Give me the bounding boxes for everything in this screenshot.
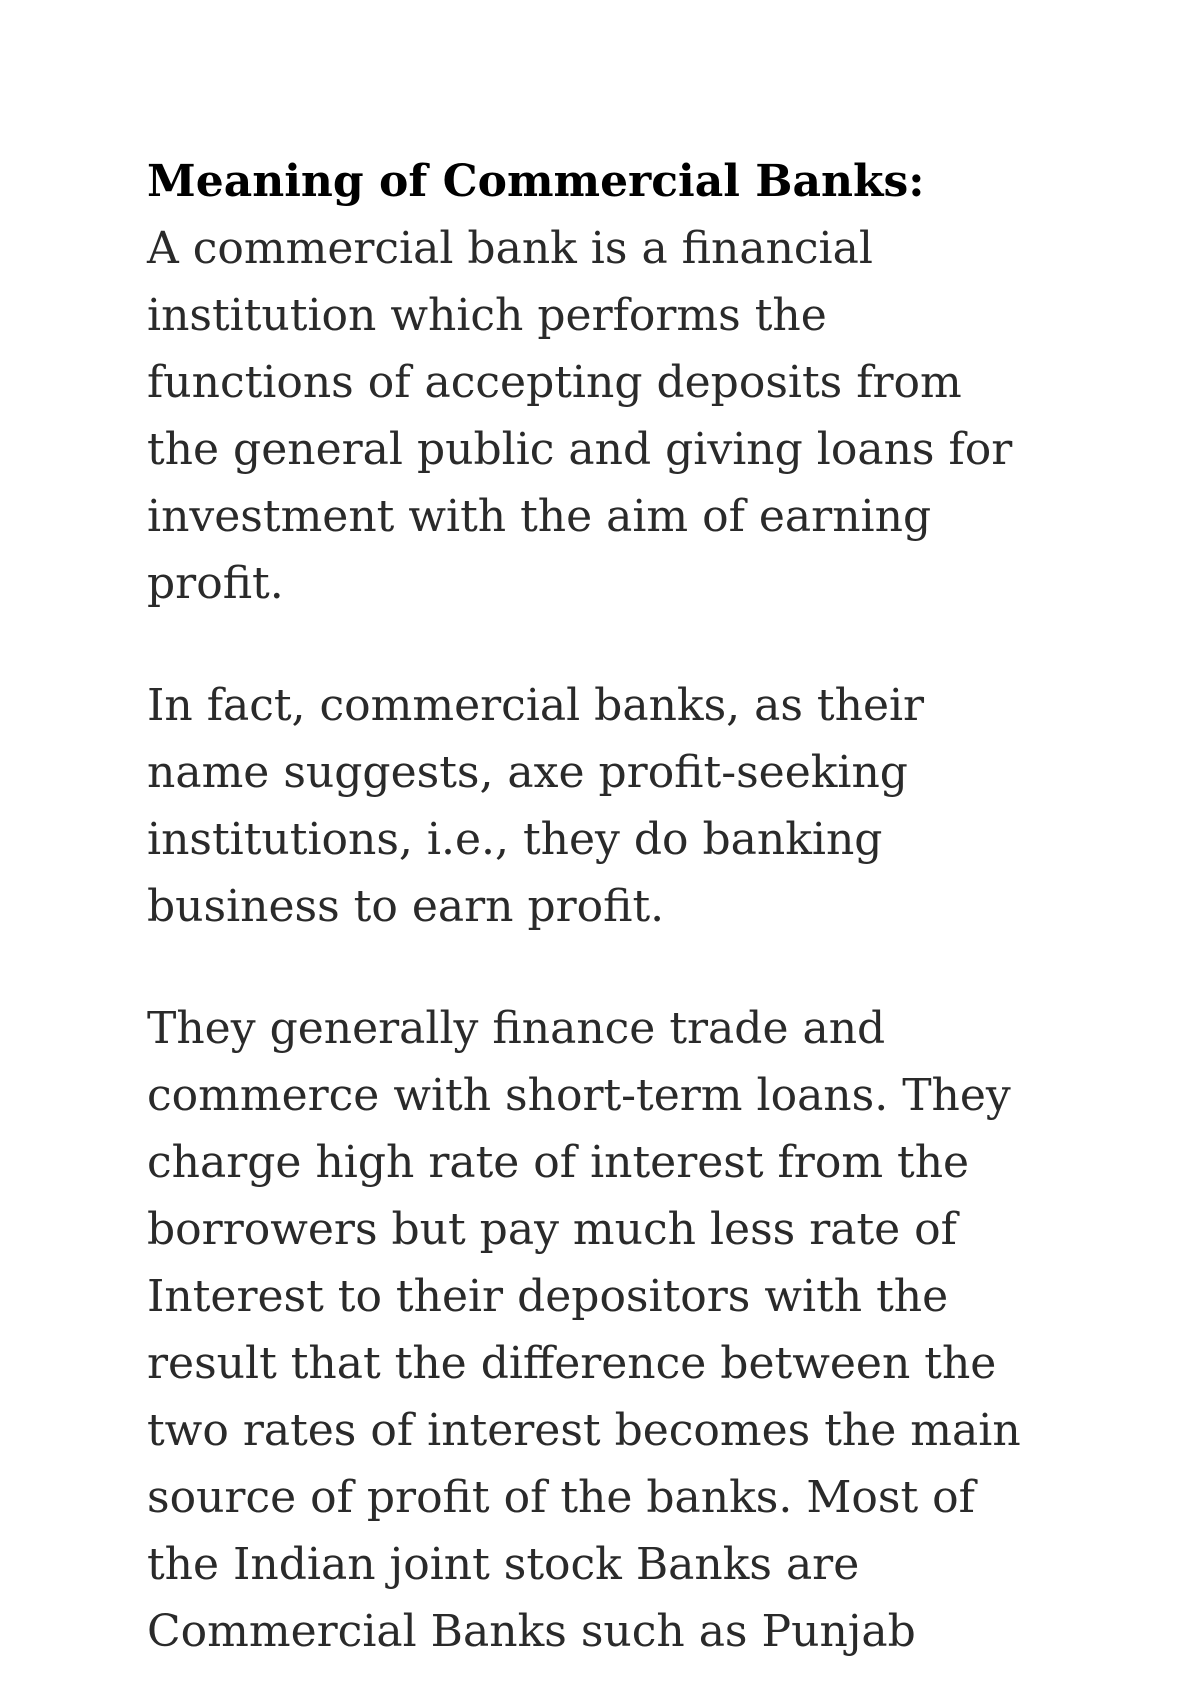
paragraph-definition [147,215,1107,617]
text-line: result that the difference between the [147,1338,997,1389]
text-line: two rates of interest becomes the main [147,1405,1021,1456]
text-line: business to earn profit. [147,881,665,932]
text-line: name suggests, axe profit-seeking [147,747,908,798]
text-line: functions of accepting deposits from [147,357,962,408]
text-line: Interest to their depositors with the [147,1271,949,1322]
document-body [147,148,1107,1665]
paragraph-profit-seeking [147,672,1107,940]
text-line: In fact, commercial banks, as their [147,680,925,731]
section-heading: Meaning of Commercial Banks: [147,156,925,207]
text-line: investment with the aim of earning [147,491,932,542]
paragraph-interest-rates [147,995,1107,1665]
text-line: A commercial bank is a financial [147,223,873,274]
text-line: institution which performs the [147,290,827,341]
text-line: commerce with short-term loans. They [147,1070,1011,1121]
text-line: They generally finance trade and [147,1003,886,1054]
text-line: Commercial Banks such as Punjab [147,1606,916,1657]
text-line: profit. [147,558,284,609]
text-line: borrowers but pay much less rate of [147,1204,957,1255]
text-line: institutions, i.e., they do banking [147,814,883,865]
text-line: charge high rate of interest from the [147,1137,970,1188]
text-line: the general public and giving loans for [147,424,1013,475]
text-line: source of profit of the banks. Most of [147,1472,975,1523]
text-line: the Indian joint stock Banks are [147,1539,860,1590]
